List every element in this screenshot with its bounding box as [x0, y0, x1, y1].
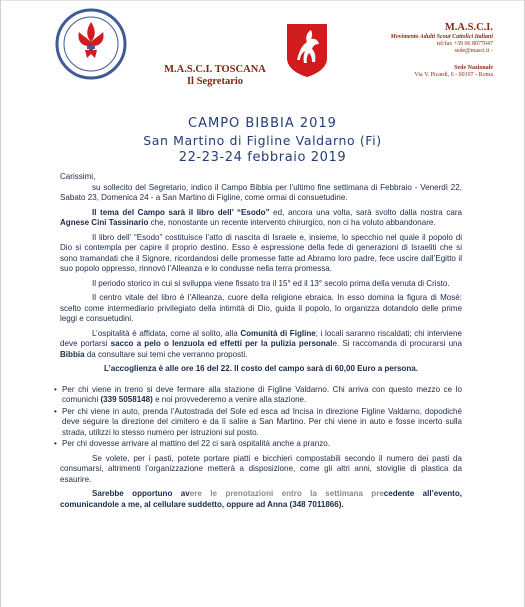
- lunch-note: Per chi dovesse arrivare al mattino del 22 ci sarà ospitalità anche a pranzo.: [62, 439, 330, 448]
- tuscany-region-crest: [285, 22, 329, 78]
- regional-org-name: M.A.S.C.I. TOSCANA: [164, 64, 266, 75]
- directions-list: [54, 385, 462, 450]
- car-directions: Per chi viene in auto, prenda l’Autostrada del Sole ed esca ad Incisa in direzione Figline Valdarno, dopodiché deve seguire la direzione del cimitero e da lì salire a San Martino. Per chi viene in auto e fosse incerto sulla strada, utilizzi lo stesso numero per istruzioni sul posto.: [62, 406, 462, 437]
- hospitality-text-g: da consultare sui temi che verranno proposti.: [84, 349, 248, 359]
- hospitality-community: Comunità di Figline: [240, 328, 316, 338]
- paragraph-booking: [60, 489, 462, 510]
- national-email: sede@masci.it -: [454, 48, 493, 54]
- train-text-c: e noi provvederemo a venire alla stazione.: [152, 395, 307, 404]
- hospitality-items: sacco a pelo o lenzuola ed effetti per la pulizia personal: [110, 339, 333, 348]
- theme-text-a: ed, ancora una volta, sarà svolto dalla nostra cara: [269, 207, 463, 217]
- booking-faint-text: ere le prenotazioni entro la settimana pre: [189, 489, 384, 498]
- national-address: Via V. Picardi, 6 - 00197 - Roma: [414, 72, 493, 78]
- national-header: [343, 22, 493, 79]
- hospitality-text-c: ; i locali saranno riscaldati; chi interviene deve portarsi: [60, 328, 462, 348]
- list-item: [54, 439, 462, 450]
- paragraph-meals: Se volete, per i pasti, potete portare piatti e bicchieri compostabili secondo il numero dei pasti da consumarsi, altrimenti l’organizzazione metterà a disposizione, come gli altri anni, stoviglie di plastica da esaurire.: [60, 453, 462, 484]
- bullet-icon: •: [54, 384, 57, 394]
- paragraph-exodus: Il libro dell’ “Esodo” costituisce l’atto di nascita di Israele e, insieme, lo specchio nel quale il popolo di Dio si contempla per capire il proprio destino. Esso è espressione della fede di generazioni di Israeliti che si sono tramandati che il Signore, ricordandosi delle promesse fatte ad Abramo loro padre, fece uscire dall’Egitto il suo popolo oppresso, rinnovò l’Alleanza e lo condusse nella terra promessa.: [60, 232, 462, 273]
- national-org-name: M.A.S.C.I.: [444, 22, 493, 33]
- paragraph-covenant: Il centro vitale del libro è l’Alleanza, cuore della religione ebraica. In esso domina la figura di Mosè: scelto come intermediario privilegiato della intimità di Dio, guida il popolo, lo organizza dotandolo delle prime leggi e consuetudini.: [60, 293, 462, 323]
- paragraph-intro: su sollecito del Segretario, indico il Campo Bibbia per l’ultimo fine settimana di Febbraio - Venerdì 22, Sabato 23, Domenica 24 - a San Martino di Figline, come ormai di consuetudine.: [60, 182, 462, 202]
- page-edge-left: [0, 0, 1, 607]
- booking-text-b: cedente all’evento, comunicandole a me, al cellulare suddetto, oppure ad Anna (348 7011866).: [60, 489, 462, 509]
- hospitality-bible: Bibbia: [60, 349, 85, 359]
- national-telfax: tel/fax +39 06 8077047: [436, 41, 493, 47]
- theme-text-b: che, nonostante un recente intervento chirurgico, non ci ha voluto abbandonare.: [148, 218, 436, 227]
- salutation: Carissimi,: [60, 172, 96, 181]
- national-seat-label: Sede Nazionale: [454, 65, 493, 71]
- paragraph-hospitality: [60, 329, 462, 361]
- paragraph-period: Il periodo storico in cui si sviluppa viene fissato tra il 15° ed il 13° secolo prima della venuta di Cristo.: [92, 278, 450, 288]
- list-item: [54, 385, 462, 406]
- title-line-3: 22-23-24 febbraio 2019: [178, 150, 347, 165]
- regional-role: Il Segretario: [186, 76, 244, 87]
- train-phone: (339 5058148): [100, 395, 153, 404]
- theme-bold: Il tema del Campo sarà il libro dell’ “Esodo”: [92, 207, 270, 217]
- bullet-icon: •: [54, 439, 57, 448]
- title-line-1: CAMPO BIBBIA 2019: [188, 116, 337, 131]
- paragraph-theme: [60, 208, 462, 229]
- letter-body: [54, 172, 463, 514]
- masci-emblem-logo: [55, 8, 127, 80]
- hospitality-text-a: L’ospitalità è affidata, come al solito, alla: [92, 328, 241, 338]
- hospitality-text-e: e. Si raccomanda di procurarsi una: [332, 339, 462, 348]
- booking-text-a: Sarebbe opportuno av: [92, 489, 190, 498]
- page-edge-top: [0, 0, 525, 1]
- paragraph-cost: L’accoglienza è alle ore 16 del 22. Il costo del campo sarà di 60,00 Euro a persona.: [104, 364, 418, 373]
- bullet-icon: •: [54, 406, 57, 416]
- national-movement: Movimento Adulti Scout Cattolici Italiani: [390, 34, 493, 40]
- train-text-a: Per chi viene in treno si deve fermare alla stazione di Figline Valdarno. Chi arriva con questo mezzo ce lo comunichi: [62, 384, 462, 404]
- speaker-name: Agnese Cini Tassinario: [60, 218, 149, 227]
- document-title-block: [0, 115, 525, 166]
- regional-header: [150, 64, 280, 88]
- list-item: [54, 407, 462, 439]
- title-line-2: San Martino di Figline Valdarno (Fi): [143, 133, 382, 148]
